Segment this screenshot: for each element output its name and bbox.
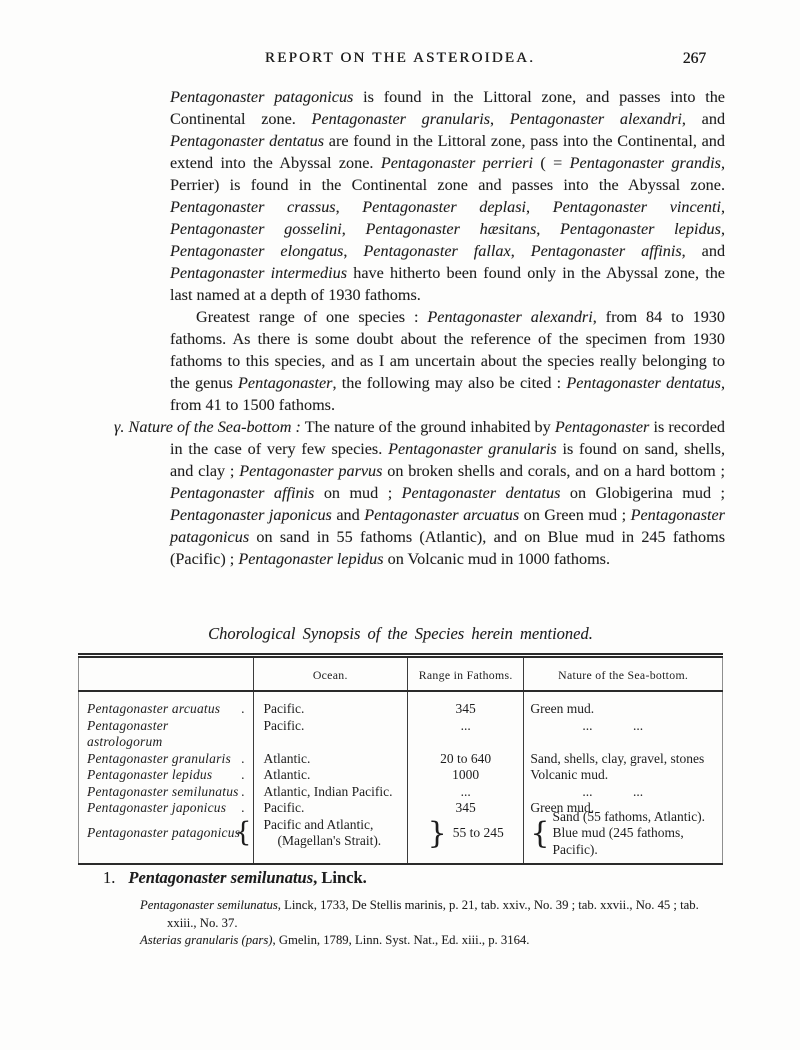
ocean-cell (253, 817, 407, 864)
nature-value (530, 808, 716, 857)
ocean-cell (253, 751, 407, 768)
leader-dot: . (241, 783, 245, 799)
ocean-cell (253, 718, 407, 751)
ocean-line: Pacific. (263, 701, 305, 716)
species-row (79, 718, 723, 751)
ocean-cell (253, 691, 407, 718)
synonymy-entry: Pentagonaster semilunatus, Linck, 1733, De Stellis marinis, p. 21, tab. xxiv., No. 39 ; tab. xxvii., No. 45 ; tab. xxiii., No. 37. (140, 898, 699, 930)
nature-cell: Sand, shells, clay, gravel, stones (524, 751, 723, 768)
column-header-sea-bottom: Nature of the Sea-bottom. (524, 656, 723, 692)
ocean-cell (253, 784, 407, 801)
species-cell (79, 751, 254, 768)
column-header-range: Range in Fathoms. (408, 656, 524, 692)
ocean-line: (Magellan's Strait). (277, 833, 382, 848)
species-cell (79, 718, 254, 751)
column-header-species (79, 656, 254, 692)
range-cell: 20 to 640 (408, 751, 524, 768)
species-cell (79, 817, 254, 864)
range-value (414, 817, 517, 851)
species-cell (79, 691, 254, 718)
nature-cell: ... ... (524, 784, 723, 801)
header-row (79, 656, 723, 692)
leader-dot: . (241, 750, 245, 766)
species-cell (79, 767, 254, 784)
ocean-cell (253, 767, 407, 784)
nature-line: Blue mud (245 fathoms, Pacific). (552, 825, 684, 857)
species-cell (79, 800, 254, 817)
synonymy-list (140, 897, 727, 950)
nature-lines (552, 809, 716, 859)
synopsis-table-body (79, 691, 723, 864)
curly-brace: { (234, 816, 252, 848)
column-header-ocean: Ocean. (253, 656, 407, 692)
range-cell: ... (408, 718, 524, 751)
leader-dot: . (241, 767, 245, 782)
species-cell (79, 784, 254, 801)
species-number: 1. (103, 868, 116, 887)
species-name: Pentagonaster granularis (87, 750, 231, 766)
range-cell: 1000 (408, 767, 524, 784)
leader-dot: . (241, 701, 245, 716)
species-name: Pentagonaster semilunatus (87, 783, 239, 799)
nature-cell (524, 808, 723, 864)
running-head (0, 50, 800, 70)
species-heading (103, 868, 367, 888)
species-author: , Linck. (313, 868, 367, 887)
synonymy-entry: Asterias granularis (pars), Gmelin, 1789, Linn. Syst. Nat., Ed. xiii., p. 3164. (140, 933, 530, 948)
species-name: Pentagonaster lepidus (87, 767, 213, 782)
species-row (79, 784, 723, 801)
species-row (79, 767, 723, 784)
ocean-cell (253, 800, 407, 817)
paragraph-sea-bottom: γ. Nature of the Sea-bottom : The nature of the ground inhabited by Pentagonaster is recorded in the case of very few species. Pentagonaster granularis is found on sand, shells, and clay ; Pentagonaster parvus on broken shells and corals, and on a hard bottom ; Pentagonaster affinis on mud ; Pentagonaster dentatus on Globigerina mud ; Pentagonaster japonicus and Pentagonaster arcuatus on Green mud ; Pentagonaster patagonicus on sand in 55 fathoms (Atlantic), and on Blue mud in 245 fathoms (Pacific) ; Pentagonaster lepidus on Volcanic mud in 1000 fathoms. (114, 418, 726, 568)
ocean-line: Pacific. (263, 717, 305, 733)
nature-cell: ... ... (524, 718, 723, 751)
ocean-line: Pacific and Atlantic, (263, 816, 374, 832)
synopsis-table-title: Chorological Synopsis of the Species herein mentioned. (208, 624, 593, 643)
curly-brace: } (427, 815, 447, 851)
species-row (79, 817, 723, 864)
body-text (114, 86, 726, 570)
nature-cell: Green mud. (524, 800, 723, 817)
species-row (79, 691, 723, 718)
nature-cell: Green mud. (524, 691, 723, 718)
species-name: Pentagonaster semilunatus (128, 868, 314, 887)
nature-cell: Volcanic mud. (524, 767, 723, 784)
leader-dot: . (241, 800, 245, 815)
nature-line: Sand (55 fathoms, Atlantic). (552, 808, 706, 824)
ocean-line: Pacific. (263, 800, 305, 815)
paragraph-greatest-range: Greatest range of one species : Pentagonaster alexandri, from 84 to 1930 fathoms. As there is some doubt about the reference of the specimen from 1930 fathoms to this species, and as I am uncertain about the species really belonging to the genus Pentagonaster, the following may also be cited : Pentagonaster dentatus, from 41 to 1500 fathoms. (170, 308, 725, 414)
ocean-line: Atlantic, Indian Pacific. (263, 783, 393, 799)
paragraph-bathymetric-zones: Pentagonaster patagonicus is found in the Littoral zone, and passes into the Continental zone. Pentagonaster granularis, Pentagonaster alexandri, and Pentagonaster dentatus are found in the Littoral zone, pass into the Continental, and extend into the Abyssal zone. Pentagonaster perrieri ( = Pentagonaster grandis, Perrier) is found in the Continental zone and passes into the Abyssal zone. Pentagonaster crassus, Pentagonaster deplasi, Pentagonaster vincenti, Pentagonaster gosselini, Pentagonaster hæsitans, Pentagonaster lepidus, Pentagonaster elongatus, Pentagonaster fallax, Pentagonaster affinis, and Pentagonaster intermedius have hitherto been found only in the Abyssal zone, the last named at a depth of 1930 fathoms. (170, 88, 726, 304)
synopsis-table-head (79, 656, 723, 692)
curly-brace: { (530, 815, 550, 851)
species-name: Pentagonaster arcuatus (87, 701, 221, 716)
ocean-line: Atlantic. (263, 750, 311, 766)
ocean-line: Atlantic. (263, 767, 311, 782)
range-cell: 345 (408, 800, 524, 817)
range-cell (408, 817, 524, 864)
species-row (79, 751, 723, 768)
range-cell: ... (408, 784, 524, 801)
species-name: Pentagonaster japonicus (87, 800, 227, 815)
species-name: Pentagonaster patagonicus (87, 825, 241, 841)
range-text: 55 to 245 (452, 825, 504, 841)
running-head-title: REPORT ON THE ASTEROIDEA. (264, 50, 536, 66)
page-number: 267 (682, 50, 706, 67)
synopsis-table (78, 653, 723, 865)
range-cell: 345 (408, 691, 524, 718)
species-name: Pentagonaster astrologorum (87, 717, 169, 749)
